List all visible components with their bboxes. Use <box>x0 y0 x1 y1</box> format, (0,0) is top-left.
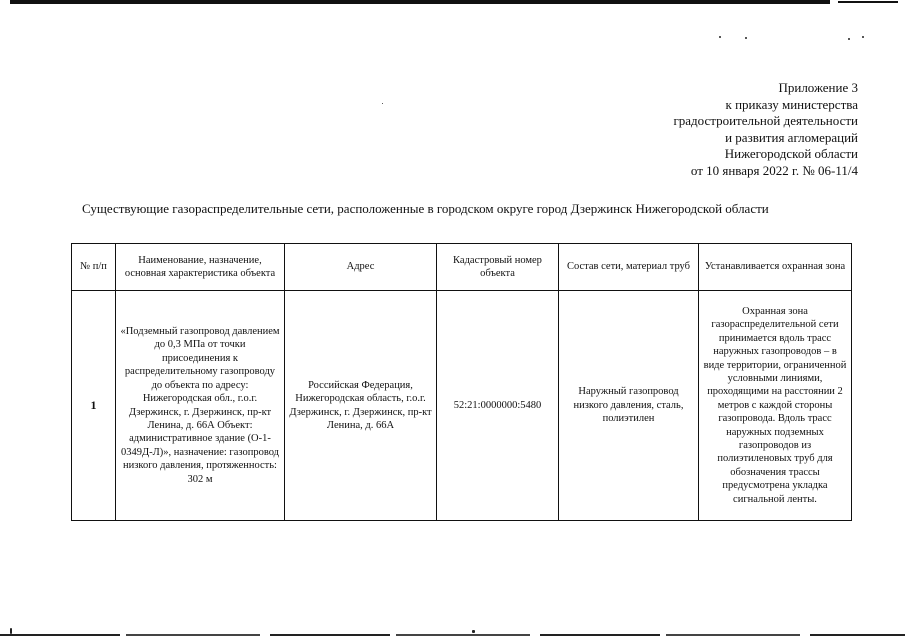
scan-speck <box>472 630 475 633</box>
scan-speck <box>719 36 721 38</box>
header-name: Наименование, назначение, основная характеристика объекта <box>116 244 285 291</box>
scan-edge-top-right <box>838 1 898 3</box>
appendix-line: Приложение 3 <box>778 80 858 95</box>
gas-network-table <box>71 243 852 521</box>
appendix-line: Нижегородской области <box>724 146 858 162</box>
cell-address: Российская Федерация, Нижегородская область, г.о.г. Дзержинск, г. Дзержинск, пр-кт Ленина, д. 66А <box>285 291 437 521</box>
appendix-line: и развития агломераций <box>725 129 858 145</box>
cell-cadastral: 52:21:0000000:5480 <box>437 291 559 521</box>
header-zone: Устанавливается охранная зона <box>699 244 852 291</box>
header-composition: Состав сети, материал труб <box>559 244 699 291</box>
header-cadastral: Кадастровый номер объекта <box>437 244 559 291</box>
header-number: № п/п <box>72 244 116 291</box>
scan-edge-bottom <box>0 634 905 636</box>
cell-name: «Подземный газопровод давлением до 0,3 МПа от точки присоединения к распределительному газопроводу до объекта по адресу: Нижегородская обл., г.о.г. Дзержинск, г. Дзержинск, пр-кт Ленина, д. 66А Объект: административное здание (О-1-0349Д-Л)», назначение: газопровод низкого давления, протяженность: 302 м <box>116 291 285 521</box>
scan-edge-top <box>10 0 830 4</box>
header-address: Адрес <box>285 244 437 291</box>
appendix-header <box>673 80 858 180</box>
cell-composition: Наружный газопровод низкого давления, сталь, полиэтилен <box>559 291 699 521</box>
table-header-row <box>72 244 852 291</box>
appendix-line: градостроительной деятельности <box>673 113 858 129</box>
appendix-line: к приказу министерства <box>725 96 858 112</box>
scan-speck <box>745 37 747 39</box>
cell-number: 1 <box>72 291 116 521</box>
appendix-line: от 10 января 2022 г. № 06-11/4 <box>690 162 858 178</box>
table-row <box>72 291 852 521</box>
cell-zone: Охранная зона газораспределительной сети принимается вдоль трасс наружных газопроводов – в виде территории, ограниченной условными линиями, проходящими на расстоянии 2 метров с каждой стороны газопровода. Вдоль трасс наружных подземных газопроводов из полиэтиленовых труб для обозначения трассы предусмотрена укладка сигнальной ленты. <box>699 291 852 521</box>
scan-speck <box>382 103 383 104</box>
scan-speck <box>848 38 850 40</box>
document-title: Существующие газораспределительные сети, расположенные в городском округе город Дзержинск Нижегородской области <box>82 201 769 216</box>
scan-speck <box>862 36 864 38</box>
scan-speck <box>10 628 12 634</box>
